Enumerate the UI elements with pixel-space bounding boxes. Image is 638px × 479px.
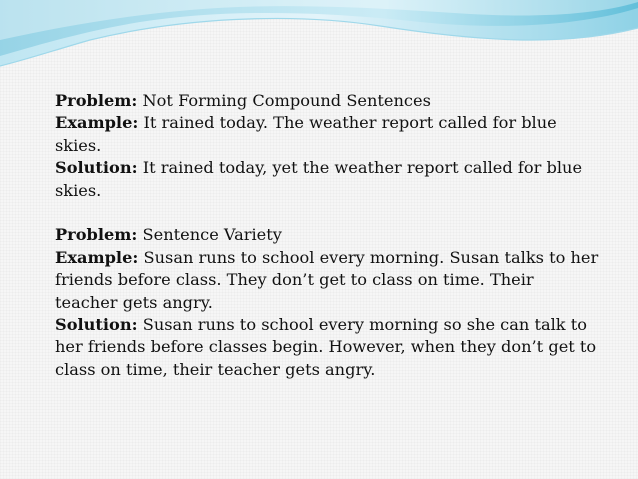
solution-line (55, 157, 600, 202)
problem-text: Not Forming Compound Sentences (137, 91, 431, 110)
problem-line (55, 90, 600, 112)
solution-label: Solution: (55, 315, 138, 335)
solution-label: Solution: (55, 158, 138, 178)
header-wave-decoration (0, 0, 638, 80)
solution-text: Susan runs to school every morning so she can talk to her friends before classes begin. However, when they don’t get to class on time, their teacher gets angry. (55, 315, 597, 379)
solution-line (55, 314, 600, 381)
problem-label: Problem: (55, 225, 138, 245)
problem-block-sentence-variety (55, 224, 600, 381)
problem-block-compound-sentences (55, 90, 600, 202)
problem-line (55, 224, 600, 246)
example-text: It rained today. The weather report called for blue skies. (55, 113, 557, 155)
example-line (55, 112, 600, 157)
example-label: Example: (55, 247, 139, 267)
example-line (55, 247, 600, 314)
problem-label: Problem: (55, 91, 138, 110)
example-label: Example: (55, 113, 139, 133)
problem-text: Sentence Variety (137, 225, 282, 245)
example-text: Susan runs to school every morning. Susan talks to her friends before class. They don’t get to class on time. Their teacher gets angry. (55, 247, 599, 312)
solution-text: It rained today, yet the weather report called for blue skies. (55, 158, 583, 200)
slide-content (55, 90, 600, 381)
